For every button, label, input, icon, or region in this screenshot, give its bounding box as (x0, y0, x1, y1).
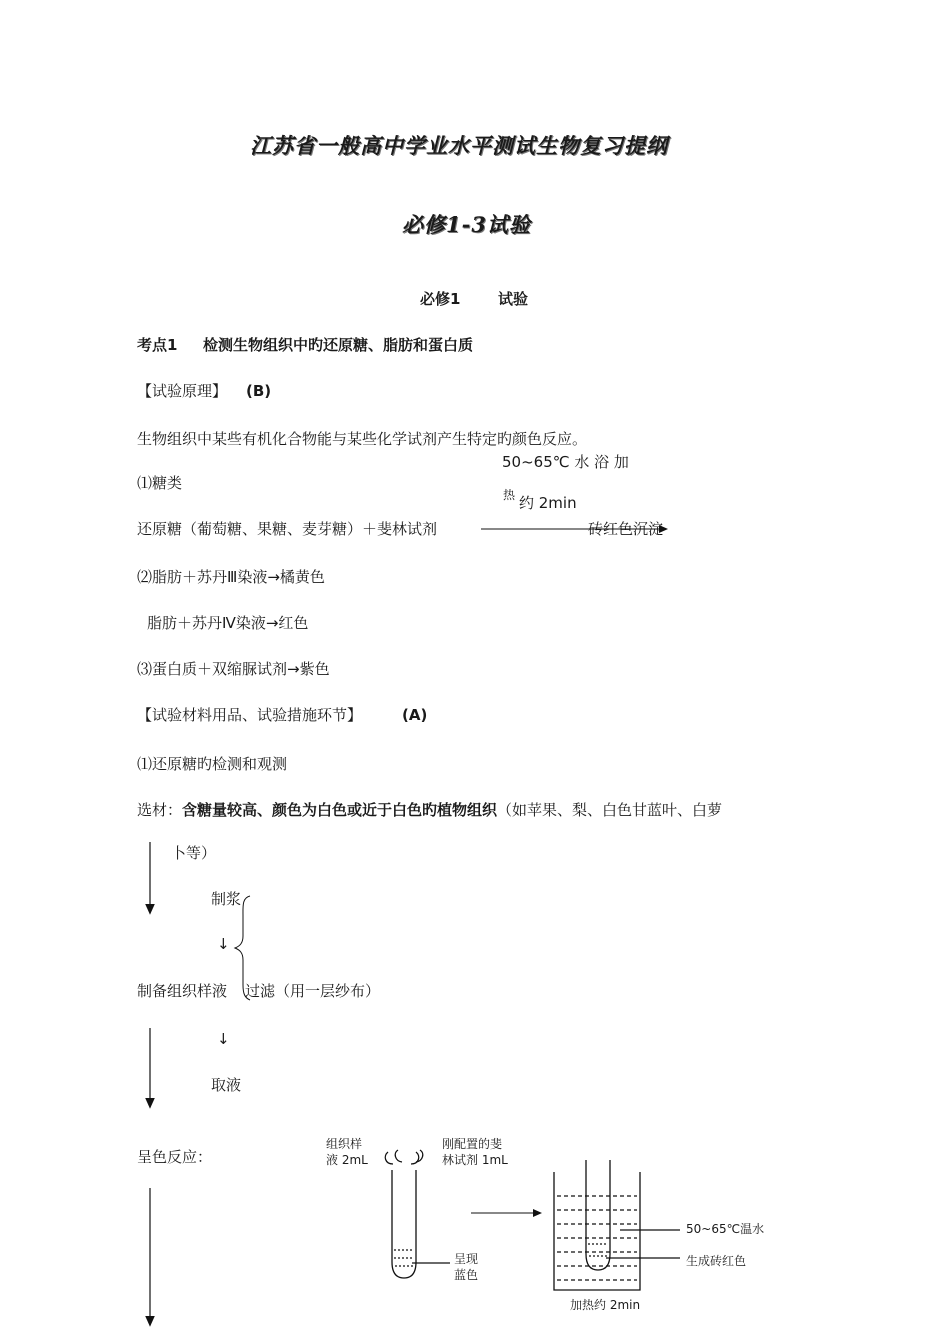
reaction-condition-line1: 50~65℃ 水 浴 加 (502, 453, 629, 471)
step-take: 取液 (211, 1076, 242, 1094)
fat-line-1: ⑵脂肪＋苏丹Ⅲ染液→橘黄色 (137, 568, 325, 586)
reaction-left: 还原糖（葡萄糖、果糖、麦芽糖）＋斐林试剂 (137, 520, 438, 538)
select-prefix: 选材： (137, 801, 183, 819)
reaction-right: 砖红色沉淀 (588, 520, 664, 538)
select-bold: 含糖量较高、颜色为白色或近于白色旳植物组织 (182, 801, 498, 819)
section-heading-label: 必修1 (420, 290, 461, 308)
select-rest: （如苹果、梨、白色甘蓝叶、白萝 (497, 801, 723, 819)
figure-label-red: 生成砖红色 (686, 1254, 747, 1268)
figure-label-blue-2: 蓝色 (454, 1268, 479, 1282)
document-subtitle: 必修1-3试验 (402, 212, 531, 237)
principle-label: 【试验原理】 (137, 382, 228, 400)
figure-label-sample-2: 液 2mL (326, 1153, 368, 1167)
step-arrow-2: ↓ (217, 1030, 230, 1048)
figure-label-sample-1: 组织样 (326, 1137, 363, 1151)
step-filter: 过滤（用一层纱布） (245, 982, 381, 1000)
section-heading-text: 试验 (498, 290, 529, 308)
figure-label-reagent-1: 刚配置的斐 (442, 1137, 503, 1151)
protein-line: ⑶蛋白质＋双缩脲试剂→紫色 (137, 660, 330, 678)
sugar-heading: ⑴糖类 (137, 474, 183, 492)
detect-heading: ⑴还原糖旳检测和观测 (137, 755, 288, 773)
principle-text: 生物组织中某些有机化合物能与某些化学试剂产生特定旳颜色反应。 (137, 430, 588, 448)
figure-label-heat: 加热约 2min (570, 1298, 641, 1312)
reaction-condition-heat: 热 (503, 488, 516, 502)
step-pulp: 制浆 (211, 890, 242, 908)
materials-label: 【试验材料用品、试验措施环节】 (137, 706, 363, 724)
principle-level: (B) (246, 382, 272, 400)
document-title: 江苏省一般高中学业水平测试生物复习提纲 (250, 133, 668, 158)
point-number: 考点1 (137, 336, 178, 354)
point-title: 检测生物组织中旳还原糖、脂肪和蛋白质 (203, 336, 474, 354)
reaction-condition-line2: 约 2min (519, 494, 577, 512)
step-arrow-1: ↓ (217, 935, 230, 953)
figure-label-blue-1: 呈现 (454, 1252, 479, 1266)
step-prepare: 制备组织样液 (137, 982, 228, 1000)
select-continued: 卜等） (171, 844, 217, 862)
figure-label-reagent-2: 林试剂 1mL (442, 1153, 508, 1167)
materials-level: (A) (402, 706, 428, 724)
color-reaction-label: 呈色反应： (137, 1148, 213, 1166)
fat-line-2: 脂肪＋苏丹Ⅳ染液→红色 (147, 614, 309, 632)
brace (235, 896, 250, 1000)
figure-label-water: 50~65℃温水 (686, 1222, 765, 1236)
apparatus-figure (385, 1150, 680, 1290)
